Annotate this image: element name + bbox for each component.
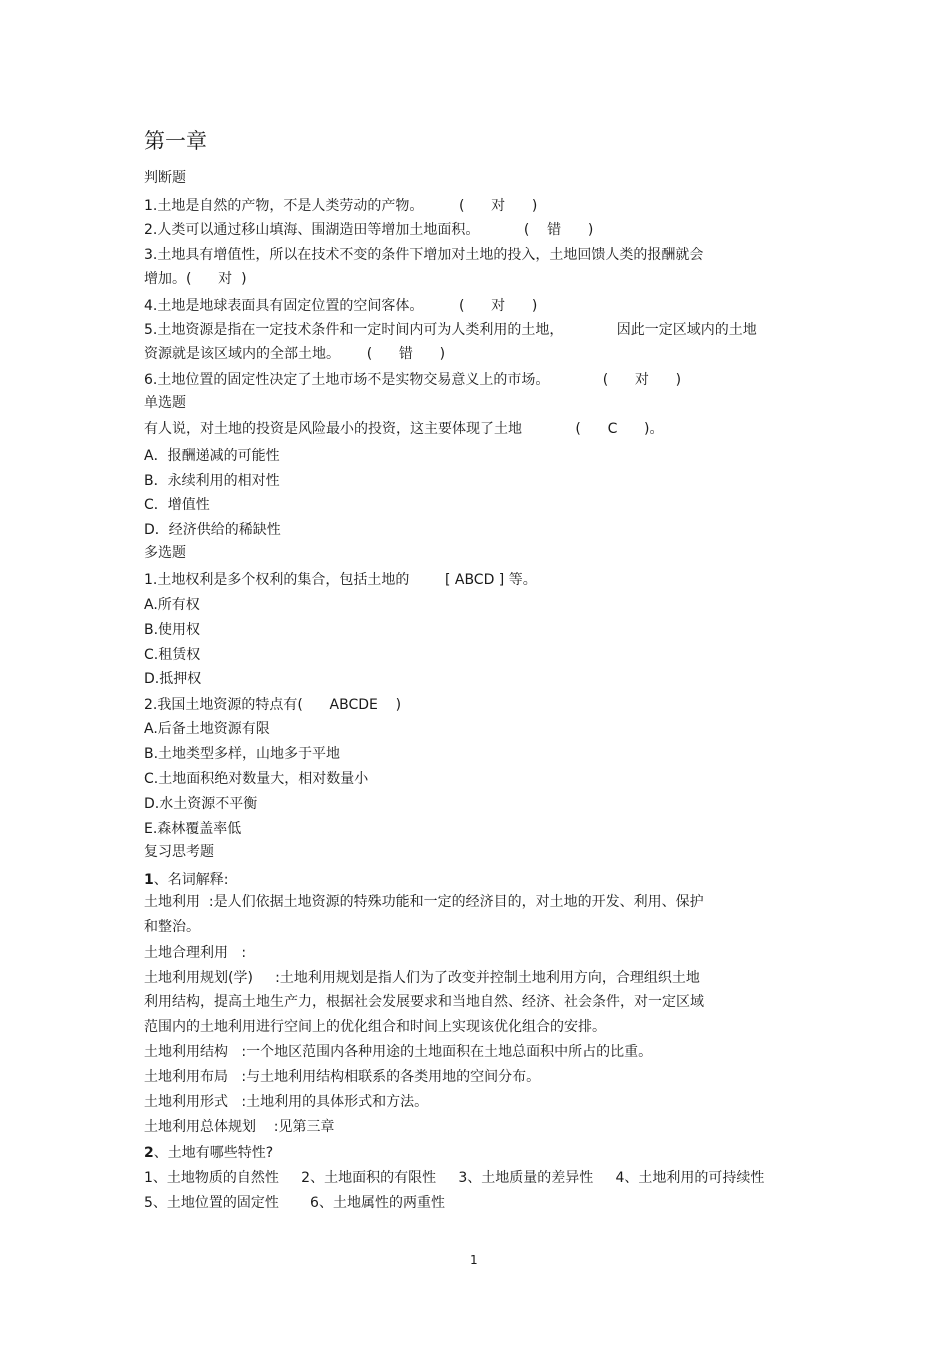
multi-q1: 1.土地权利是多个权利的集合，包括土地的 [ ABCD ] 等。 <box>144 572 537 588</box>
term-master-plan-label: 土地利用总体规划 : <box>144 1119 279 1135</box>
single-option: A．报酬递减的可能性 <box>144 448 280 464</box>
term-structure-label: 土地利用结构 : <box>144 1044 247 1060</box>
term-structure-definition: 一个地区范围内各种用途的土地面积在土地总面积中所占的比重。 <box>246 1044 653 1060</box>
review-item-2-text: 、土地有哪些特性? <box>153 1145 274 1161</box>
term-form-label: 土地利用形式 : <box>144 1094 247 1110</box>
multi-q2: 2.我国土地资源的特点有( ABCDE ) <box>144 697 402 713</box>
term-structure <box>144 1043 652 1061</box>
multi-heading: 多选题 <box>144 545 186 561</box>
chapter-title: 第一章 <box>144 129 207 153</box>
term-planning-definition-cont: 利用结构，提高土地生产力，根据社会发展要求和当地自然、经济、社会条件，对一定区域 <box>144 994 704 1010</box>
single-heading: 单选题 <box>144 395 186 411</box>
judge-q2: 2.人类可以通过移山填海、围湖造田等增加土地面积。 ( 错 ) <box>144 222 594 238</box>
judge-q5-line2: 资源就是该区域内的全部土地。 ( 错 ) <box>144 346 446 362</box>
judge-heading: 判断题 <box>144 170 186 186</box>
term-land-use <box>144 893 704 911</box>
review-heading: 复习思考题 <box>144 844 214 860</box>
review-item-2-number: 2 <box>144 1145 154 1161</box>
term-land-use-definition: 是人们依据土地资源的特殊功能和一定的经济目的，对土地的开发、利用、保护 <box>213 894 704 910</box>
judge-q3-line2: 增加。( 对 ) <box>144 271 247 287</box>
multi-q2-option: D.水土资源不平衡 <box>144 796 258 812</box>
judge-q1: 1.土地是自然的产物，不是人类劳动的产物。 ( 对 ) <box>144 198 538 214</box>
multi-q1-option: A.所有权 <box>144 597 200 613</box>
review-item-1 <box>144 871 228 889</box>
judge-q6: 6.土地位置的固定性决定了土地市场不是实物交易意义上的市场。 ( 对 ) <box>144 372 682 388</box>
multi-q1-option: C.租赁权 <box>144 647 201 663</box>
single-option: C．增值性 <box>144 497 210 513</box>
single-option: D．经济供给的稀缺性 <box>144 522 281 538</box>
term-planning-definition-cont: 范围内的土地利用进行空间上的优化组合和时间上实现该优化组合的安排。 <box>144 1019 606 1035</box>
term-master-plan-definition: 见第三章 <box>278 1119 335 1135</box>
multi-q2-option: A.后备土地资源有限 <box>144 721 270 737</box>
term-planning-label: 土地利用规划(学) : <box>144 970 280 986</box>
term-planning <box>144 969 700 987</box>
review-item-2 <box>144 1144 273 1162</box>
multi-q2-option: E.森林覆盖率低 <box>144 821 242 837</box>
term-land-use-label: 土地利用 : <box>144 894 214 910</box>
judge-q4: 4.土地是地球表面具有固定位置的空间客体。 ( 对 ) <box>144 298 538 314</box>
term-planning-definition: 土地利用规划是指人们为了改变并控制土地利用方向，合理组织土地 <box>279 970 700 986</box>
term-form-definition: 土地利用的具体形式和方法。 <box>246 1094 429 1110</box>
multi-q1-option: D.抵押权 <box>144 671 202 687</box>
term-master-plan <box>144 1118 335 1136</box>
single-question: 有人说，对土地的投资是风险最小的投资，这主要体现了土地 ( C )。 <box>144 421 664 437</box>
term-layout-definition: 与土地利用结构相联系的各类用地的空间分布。 <box>246 1069 541 1085</box>
term-layout <box>144 1068 540 1086</box>
multi-q2-option: C.土地面积绝对数量大，相对数量小 <box>144 771 369 787</box>
multi-q1-option: B.使用权 <box>144 622 201 638</box>
term-land-use-definition-cont: 和整治。 <box>144 919 200 935</box>
traits-line-1: 1、土地物质的自然性 2、土地面积的有限性 3、土地质量的差异性 4、土地利用的可持续性 <box>144 1170 765 1186</box>
judge-q3-line1: 3.土地具有增值性，所以在技术不变的条件下增加对土地的投入，土地回馈人类的报酬就会 <box>144 247 704 263</box>
term-form <box>144 1093 428 1111</box>
review-item-1-number: 1 <box>144 872 154 888</box>
traits-line-2: 5、土地位置的固定性 6、土地属性的两重性 <box>144 1195 445 1211</box>
multi-q2-option: B.土地类型多样，山地多于平地 <box>144 746 341 762</box>
review-item-1-text: 、名词解释: <box>153 872 229 888</box>
single-option: B．永续利用的相对性 <box>144 473 280 489</box>
term-layout-label: 土地利用布局 : <box>144 1069 247 1085</box>
page-number: 1 <box>470 1253 478 1267</box>
judge-q5-line1: 5.土地资源是指在一定技术条件和一定时间内可为人类利用的土地， 因此一定区域内的土地 <box>144 322 757 338</box>
term-rational-use: 土地合理利用 : <box>144 945 247 961</box>
